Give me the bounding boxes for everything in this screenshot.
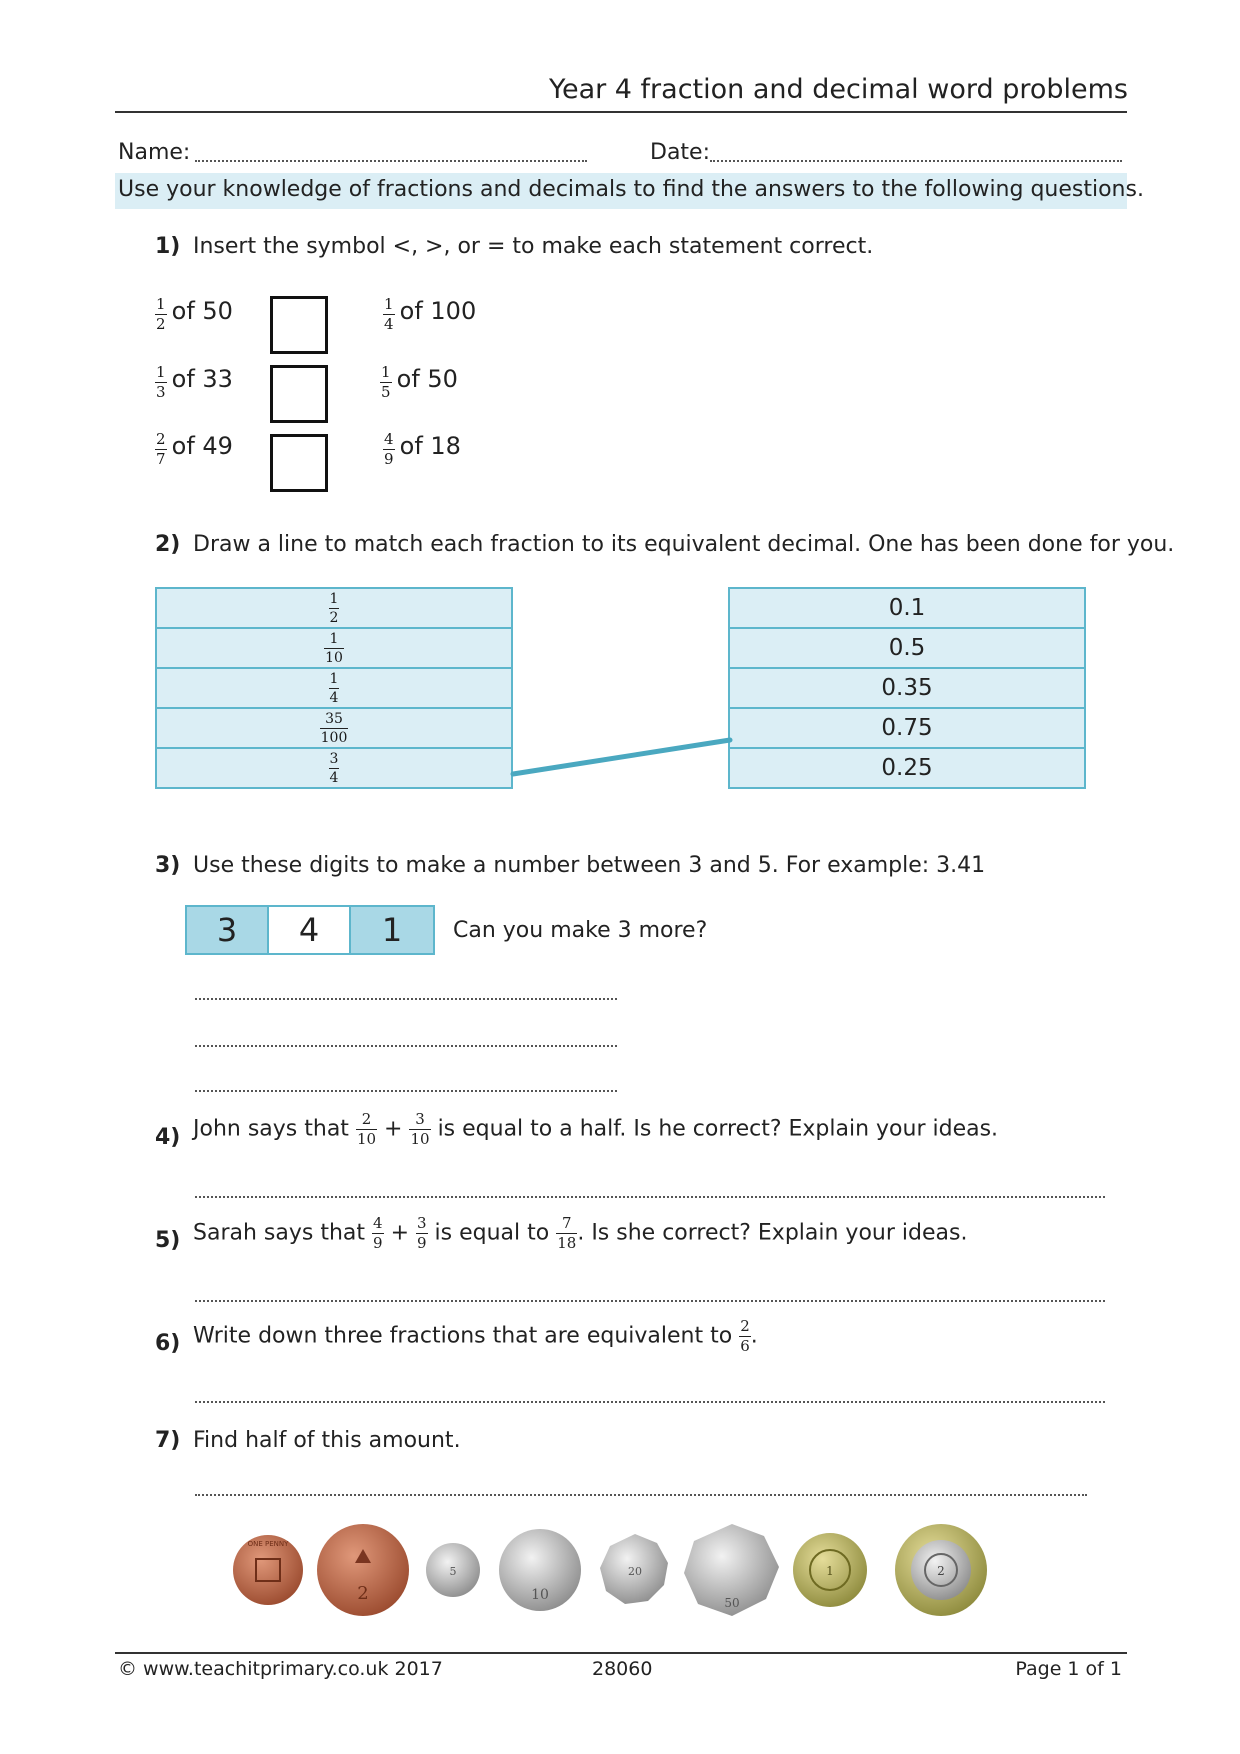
q6-answer-line[interactable] — [195, 1401, 1105, 1403]
q1-row-1-left: $\frac{1}{2}$ of 50 — [156, 295, 233, 333]
svg-text:5: 5 — [449, 1565, 457, 1578]
fraction-cell[interactable]: $\frac{1}{4}$ — [156, 668, 512, 708]
digit-card: 4 — [269, 907, 351, 953]
footer-copyright: © www.teachitprimary.co.uk 2017 — [118, 1658, 443, 1680]
q6-number: 6) — [155, 1331, 181, 1356]
twenty-pence-coin-icon — [600, 1534, 668, 1604]
svg-text:50: 50 — [724, 1596, 740, 1610]
name-label: Name: — [118, 140, 191, 165]
footer-page-number: Page 1 of 1 — [1015, 1658, 1122, 1680]
date-label: Date: — [650, 140, 710, 165]
q3-answer-line-3[interactable] — [195, 1090, 617, 1092]
decimal-cell[interactable]: 0.1 — [729, 588, 1085, 628]
svg-text:2: 2 — [937, 1564, 945, 1578]
q1-row-1-right: $\frac{1}{4}$ of 100 — [384, 295, 477, 333]
q1-text: Insert the symbol <, >, or = to make each statement correct. — [193, 234, 874, 259]
q7-answer-line[interactable] — [195, 1494, 1087, 1496]
one-penny-coin-icon — [233, 1535, 303, 1605]
q1-row-2-right: $\frac{1}{5}$ of 50 — [381, 363, 458, 401]
two-pence-coin-icon — [317, 1524, 409, 1616]
q5-text: Sarah says that $\frac{4}{9}$ + $\frac{3}{9}$ is equal to $\frac{7}{18}$ . Is she correct? Explain your ideas. — [193, 1214, 968, 1252]
fraction-cell[interactable]: $\frac{35}{100}$ — [156, 708, 512, 748]
svg-text:20: 20 — [628, 1565, 642, 1578]
q3-answer-line-2[interactable] — [195, 1045, 617, 1047]
fraction-cell[interactable]: $\frac{3}{4}$ — [156, 748, 512, 788]
svg-text:10: 10 — [531, 1587, 549, 1603]
svg-text:1: 1 — [826, 1564, 834, 1578]
svg-text:2: 2 — [357, 1583, 369, 1604]
q1-row-2-left: $\frac{1}{3}$ of 33 — [156, 363, 233, 401]
fraction-cell[interactable]: $\frac{1}{10}$ — [156, 628, 512, 668]
decimal-cell[interactable]: 0.75 — [729, 708, 1085, 748]
coins-illustration — [220, 1515, 1020, 1625]
q6-text: Write down three fractions that are equivalent to $\frac{2}{6}$ . — [193, 1317, 758, 1355]
q1-row-3-left: $\frac{2}{7}$ of 49 — [156, 430, 233, 468]
five-pence-coin-icon — [426, 1543, 480, 1597]
q4-number: 4) — [155, 1125, 181, 1150]
digit-cards — [185, 905, 435, 955]
q3-text: Use these digits to make a number between 3 and 5. For example: 3.41 — [193, 853, 986, 878]
example-match-line — [513, 740, 730, 774]
footer-rule — [115, 1652, 1127, 1654]
q1-row-3-right: $\frac{4}{9}$ of 18 — [384, 430, 461, 468]
digit-card: 1 — [351, 907, 433, 953]
fifty-pence-coin-icon — [684, 1524, 779, 1616]
one-pound-coin-icon — [793, 1533, 867, 1607]
fraction-cell[interactable]: $\frac{1}{2}$ — [156, 588, 512, 628]
ten-pence-coin-icon — [499, 1529, 581, 1611]
decimal-cell[interactable]: 0.35 — [729, 668, 1085, 708]
q3-number: 3) — [155, 853, 181, 878]
q7-text: Find half of this amount. — [193, 1428, 461, 1453]
decimal-cell[interactable]: 0.25 — [729, 748, 1085, 788]
q1-number: 1) — [155, 234, 181, 259]
footer-code: 28060 — [592, 1658, 653, 1680]
svg-text:ONE PENNY: ONE PENNY — [247, 1540, 289, 1548]
q2-text: Draw a line to match each fraction to its equivalent decimal. One has been done for you. — [193, 532, 1175, 557]
instructions-text: Use your knowledge of fractions and decimals to find the answers to the following questions. — [118, 177, 1144, 202]
digit-card: 3 — [187, 907, 269, 953]
decimal-cell[interactable]: 0.5 — [729, 628, 1085, 668]
q4-text: John says that $\frac{2}{10}$ + $\frac{3}{10}$ is equal to a half. Is he correct? Explain your ideas. — [193, 1110, 999, 1148]
two-pound-coin-icon — [895, 1524, 987, 1616]
q7-number: 7) — [155, 1428, 181, 1453]
page-title: Year 4 fraction and decimal word problems — [549, 74, 1128, 105]
q3-answer-line-1[interactable] — [195, 998, 617, 1000]
q4-answer-line[interactable] — [195, 1196, 1105, 1198]
q5-number: 5) — [155, 1228, 181, 1253]
q5-answer-line[interactable] — [195, 1300, 1105, 1302]
q2-number: 2) — [155, 532, 181, 557]
q3-prompt: Can you make 3 more? — [453, 918, 708, 943]
